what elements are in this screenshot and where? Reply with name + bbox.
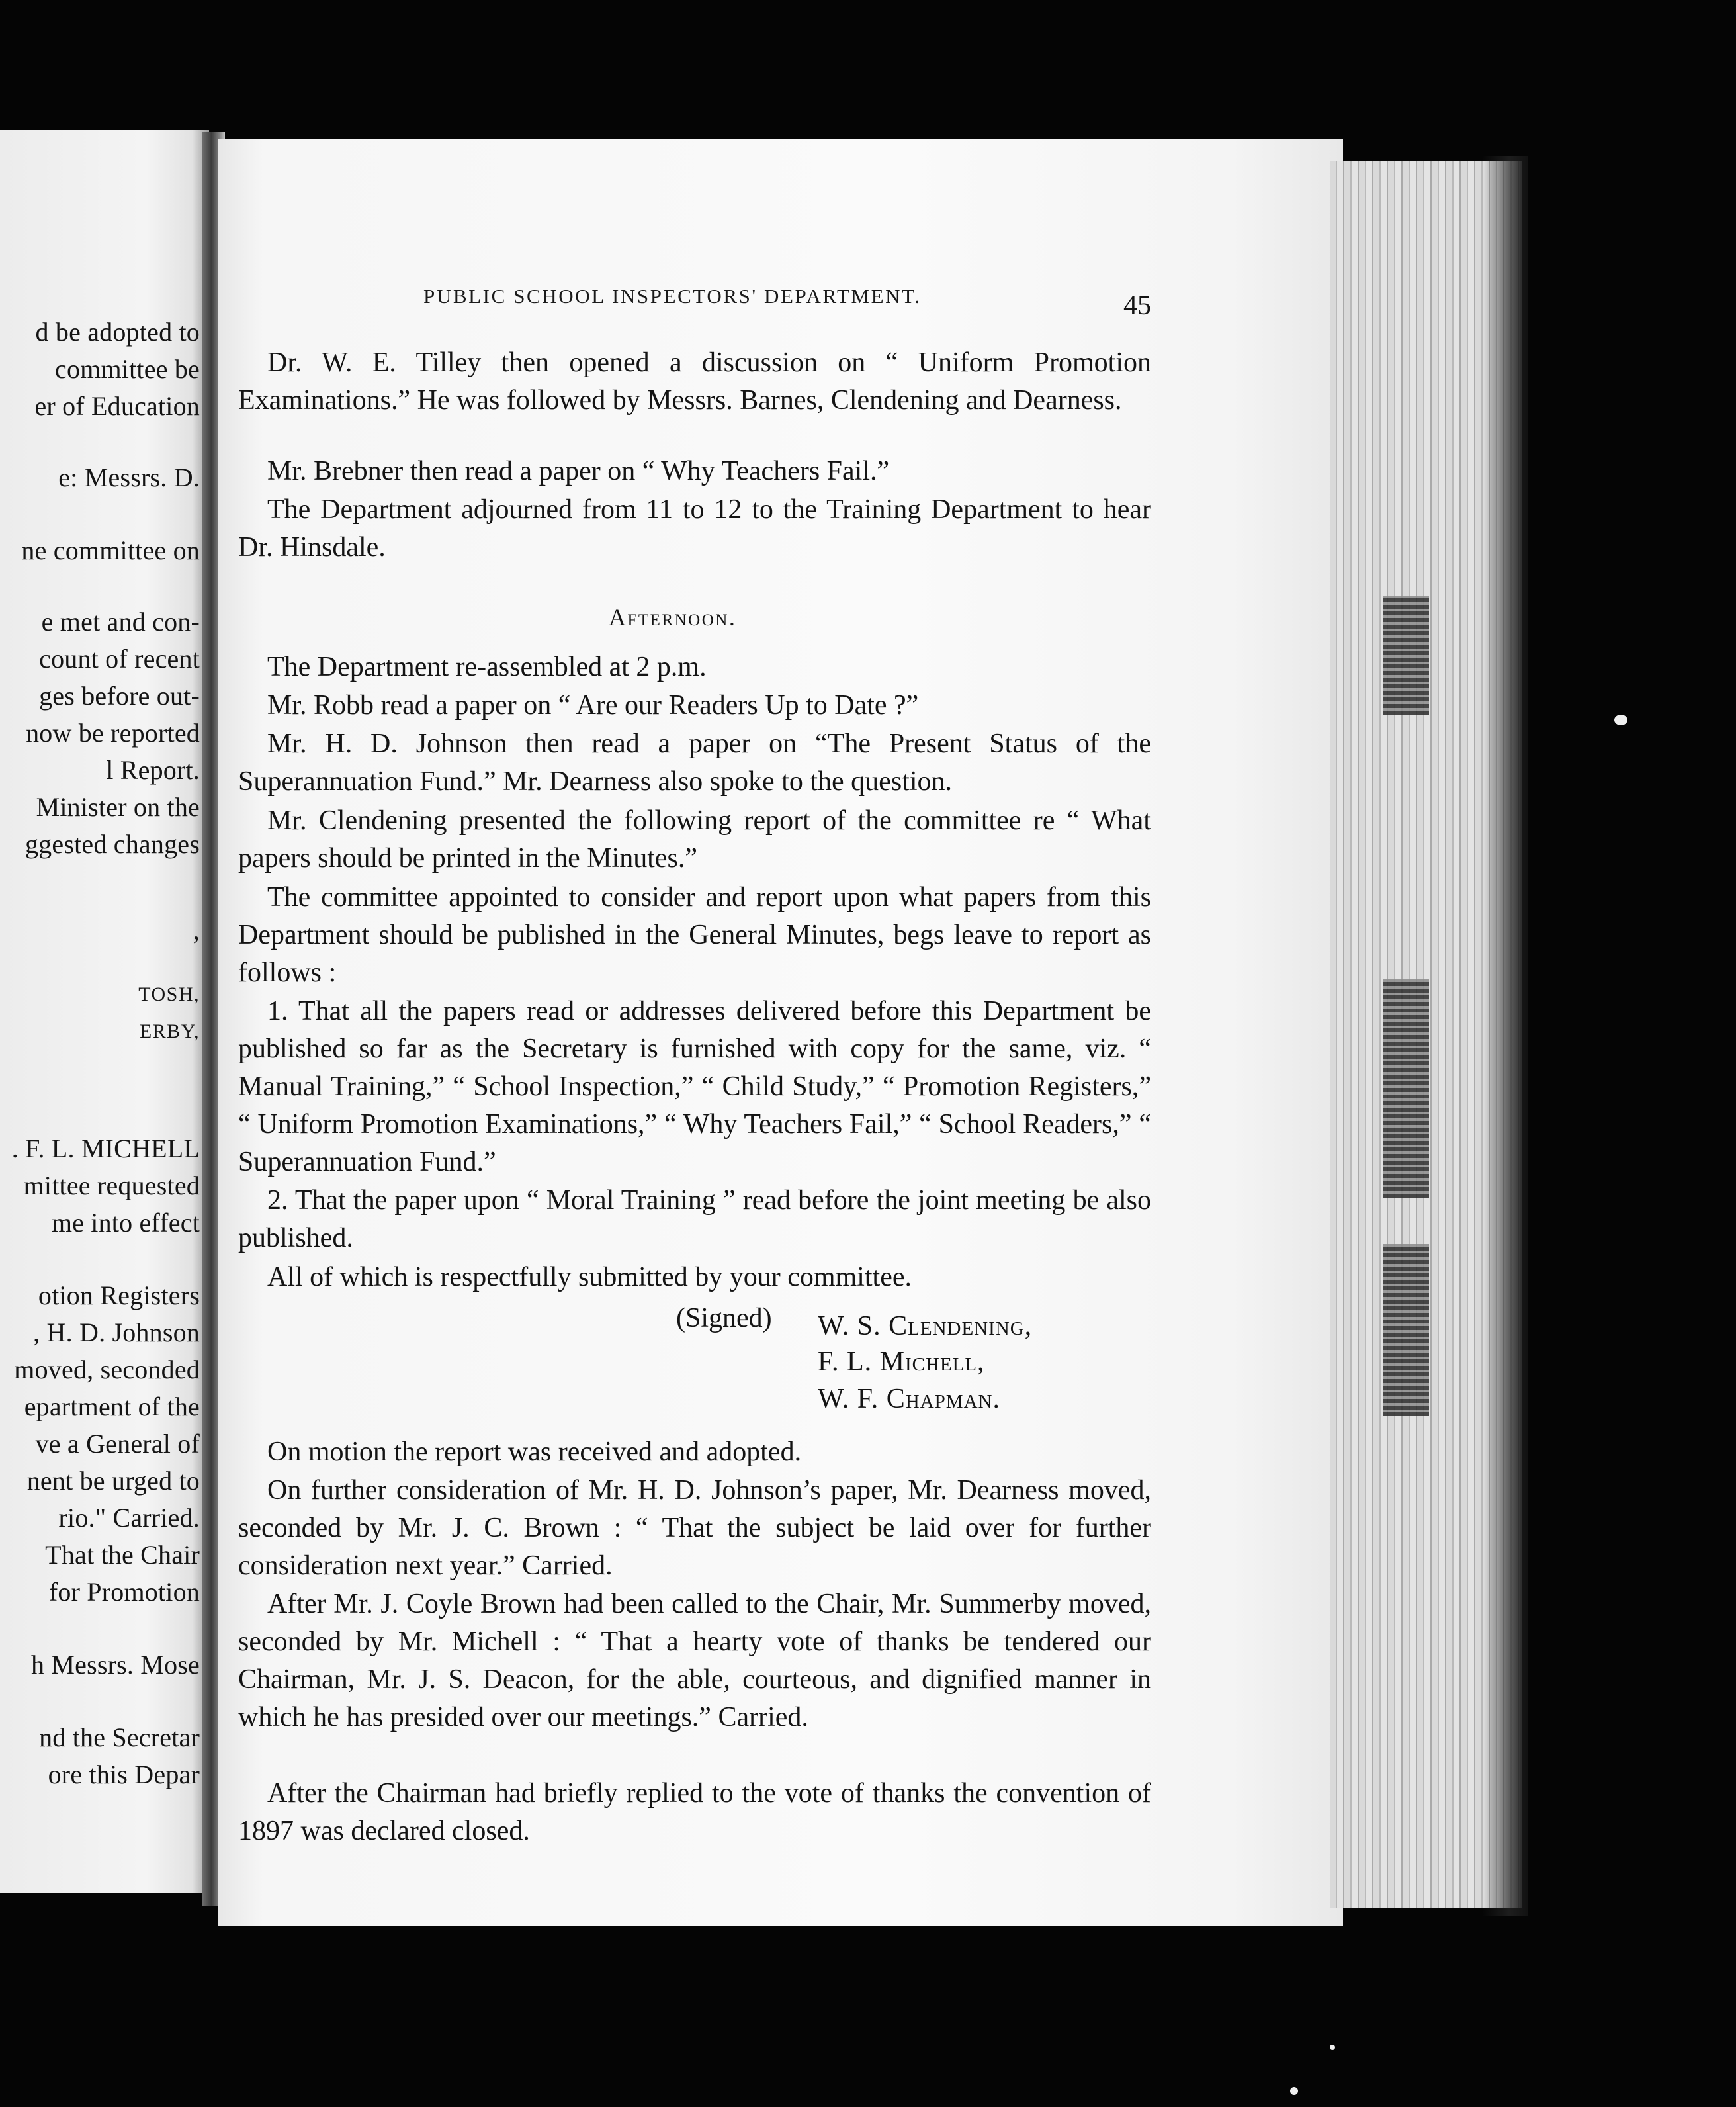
left-page-line: l Report. (106, 755, 200, 785)
left-page-line: nd the Secretar (39, 1723, 200, 1752)
left-page-line: ne committee on (21, 535, 200, 565)
signatory: F. L. Michell, (818, 1347, 985, 1377)
left-page-line: , (193, 915, 200, 945)
left-page-line: Minister on the (36, 792, 200, 822)
left-page-line: ve a General of (35, 1429, 200, 1458)
left-page-line: epartment of the (24, 1392, 200, 1421)
left-page-line: er of Education (34, 391, 200, 421)
paragraph: Mr. Robb read a paper on “ Are our Readers Up to Date ?” (267, 690, 919, 721)
left-page-line: count of recent (39, 644, 200, 674)
paragraph: 1. That all the papers read or addresses delivered before this Department be published so far as the Secretary is furnished with copy for the same, viz. “ Manual Training,” “ School Inspection,” “ Child Study,” “ Promotion Registers,” “ Uniform Promotion Examinations,” “ Why Teachers Fail,” “ School Readers,” “ Superannuation Fund.” (238, 996, 1151, 1177)
left-facing-page (0, 130, 209, 1893)
paragraph: Mr. Brebner then read a paper on “ Why Teachers Fail.” (267, 456, 890, 486)
page-number: 45 (1123, 291, 1151, 321)
running-header: PUBLIC SCHOOL INSPECTORS' DEPARTMENT. (423, 285, 922, 308)
left-page-line: d be adopted to (35, 317, 200, 347)
paragraph: The Department adjourned from 11 to 12 to the Training Department to hear Dr. Hinsdale. (238, 494, 1151, 562)
paragraph: Mr. H. D. Johnson then read a paper on “The Present Status of the Superannuation Fund.” Mr. Dearness also spoke to the question. (238, 729, 1151, 797)
left-page-line: e: Messrs. D. (58, 463, 200, 492)
signatory: W. F. Chapman. (818, 1384, 1000, 1414)
section-heading-afternoon: Afternoon. (609, 604, 737, 631)
left-page-line: ges before out- (39, 681, 200, 711)
paragraph: All of which is respectfully submitted by your committee. (267, 1262, 912, 1292)
left-page-line: committee be (55, 354, 200, 384)
left-page-line: ore this Depar (48, 1760, 200, 1789)
left-page-line: ggested changes (24, 829, 200, 859)
left-page-line: nent be urged to (26, 1466, 200, 1496)
paragraph: On further consideration of Mr. H. D. Johnson’s paper, Mr. Dearness moved, seconded by Mr. J. C. Brown : “ That the subject be laid over for further consideration next year.” Carried. (238, 1475, 1151, 1581)
left-page-line: . F. L. MICHELL (11, 1134, 200, 1163)
left-page-line: now be reported (26, 718, 200, 748)
left-page-line: moved, seconded (14, 1355, 200, 1384)
signed-label: (Signed) (676, 1303, 772, 1333)
paragraph: The Department re-assembled at 2 p.m. (267, 652, 707, 682)
page-edges-shadow (1482, 156, 1528, 1916)
left-page-line: rio." Carried. (58, 1503, 200, 1533)
left-page-line: , H. D. Johnson (33, 1318, 200, 1347)
paragraph: The committee appointed to consider and report upon what papers from this Department should be published in the General Minutes, begs leave to report as follows : (238, 882, 1151, 988)
left-page-line: That the Chair (45, 1540, 200, 1570)
left-page-line: for Promotion (48, 1577, 200, 1607)
left-page-line: TOSH, (138, 983, 200, 1005)
signatory: W. S. Clendening, (818, 1311, 1033, 1341)
left-page-line: me into effect (51, 1208, 200, 1237)
paragraph: 2. That the paper upon “ Moral Training ” read before the joint meeting be also published. (238, 1185, 1151, 1253)
dust-speck (1290, 2087, 1298, 2095)
paragraph: After Mr. J. Coyle Brown had been called to the Chair, Mr. Summerby moved, seconded by Mr. Michell : “ That a hearty vote of thanks be tendered our Chairman, Mr. J. S. Deacon, for the able, courteous, and dignified manner in which he has presided over our meetings.” Carried. (238, 1589, 1151, 1732)
dust-speck (1330, 2045, 1335, 2050)
left-page-line: h Messrs. Mose (30, 1650, 200, 1680)
paragraph: On motion the report was received and adopted. (267, 1437, 802, 1467)
edge-stamp-mark (1383, 596, 1429, 715)
left-page-line: e met and con- (41, 607, 200, 637)
paragraph: Dr. W. E. Tilley then opened a discussion on “ Uniform Promotion Examinations.” He was followed by Messrs. Barnes, Clendening and Dearness. (238, 347, 1151, 416)
left-page-line: ERBY, (139, 1020, 200, 1042)
left-page-line: otion Registers (38, 1280, 200, 1310)
edge-stamp-mark (1383, 1244, 1429, 1416)
dust-speck (1614, 715, 1628, 725)
paragraph: After the Chairman had briefly replied to the vote of thanks the convention of 1897 was declared closed. (238, 1778, 1151, 1846)
paragraph: Mr. Clendening presented the following report of the committee re “ What papers should be printed in the Minutes.” (238, 805, 1151, 874)
edge-stamp-mark (1383, 979, 1429, 1198)
left-page-line: mittee requested (23, 1171, 200, 1200)
